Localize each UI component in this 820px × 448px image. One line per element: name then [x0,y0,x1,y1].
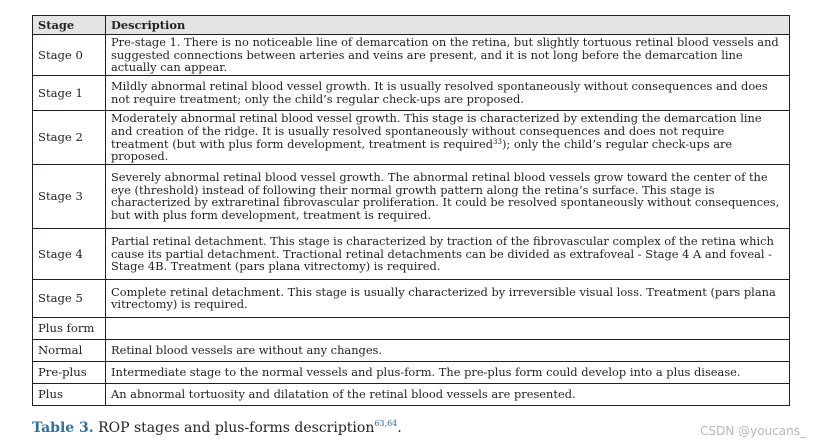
description-cell: Partial retinal detachment. This stage is characterized by traction of the fibrovascular complex of the retina which cause its partial detachment. Tractional retinal detachments can be divided as extrafoveal - Stage 4 A and foveal - Stage 4B. Treatment (pars plana vitrectomy) is required. [106,228,790,279]
caption-text: ROP stages and plus-forms description [98,420,375,436]
table-row [33,361,790,383]
description-cell [106,317,790,339]
stage-cell: Plus [33,383,106,405]
caption-label: Table 3. [32,420,94,436]
description-cell: Retinal blood vessels are without any changes. [106,339,790,361]
table-caption [32,418,402,438]
description-text: ); only the child’s regular check-ups are proposed. [111,136,733,164]
table-row [33,317,790,339]
table-row [33,279,790,317]
stage-cell: Plus form [33,317,106,339]
description-cell: Intermediate stage to the normal vessels and plus-form. The pre-plus form could develop into a plus disease. [106,361,790,383]
stage-cell: Stage 2 [33,111,106,165]
table-header-row [33,16,790,35]
table-row [33,164,790,228]
reference-superscript: 33 [493,137,502,146]
description-cell: Severely abnormal retinal blood vessel growth. The abnormal retinal blood vessels grow toward the center of the eye (threshold) instead of following their normal growth pattern along the retina’s surface. This stage is characterized by extraretinal fibrovascular proliferation. It could be resolved spontaneously without consequences, but with plus form development, treatment is required. [106,164,790,228]
table-row [33,383,790,405]
table-row [33,339,790,361]
stage-cell: Stage 5 [33,279,106,317]
header-description: Description [106,16,790,35]
stage-cell: Stage 1 [33,76,106,111]
watermark: CSDN @youcans_ [700,424,806,438]
caption-end: . [397,420,402,436]
table-row [33,35,790,76]
table-row [33,228,790,279]
description-cell: Mildly abnormal retinal blood vessel growth. It is usually resolved spontaneously without consequences and does not require treatment; only the child’s regular check-ups are proposed. [106,76,790,111]
header-stage: Stage [33,16,106,35]
stage-cell: Pre-plus [33,361,106,383]
description-cell: An abnormal tortuosity and dilatation of the retinal blood vessels are presented. [106,383,790,405]
description-cell: Pre-stage 1. There is no noticeable line of demarcation on the retina, but slightly tortuous retinal blood vessels and suggested connections between arteries and veins are present, and it is not long before the demarcation line actually can appear. [106,35,790,76]
table-row [33,111,790,165]
stage-cell: Normal [33,339,106,361]
stage-cell: Stage 3 [33,164,106,228]
stage-cell: Stage 4 [33,228,106,279]
caption-references[interactable]: 63,64 [374,419,398,428]
stage-cell: Stage 0 [33,35,106,76]
description-cell: Complete retinal detachment. This stage is usually characterized by irreversible visual loss. Treatment (pars plana vitrectomy) is required. [106,279,790,317]
description-text: Moderately abnormal retinal blood vessel growth. This stage is characterized by extending the demarcation line and creation of the ridge. It is usually resolved spontaneously without consequences and does not require treatment (but with plus form development, treatment is required [111,111,762,151]
table-row [33,76,790,111]
rop-stages-table [32,15,790,406]
description-cell [106,111,790,165]
